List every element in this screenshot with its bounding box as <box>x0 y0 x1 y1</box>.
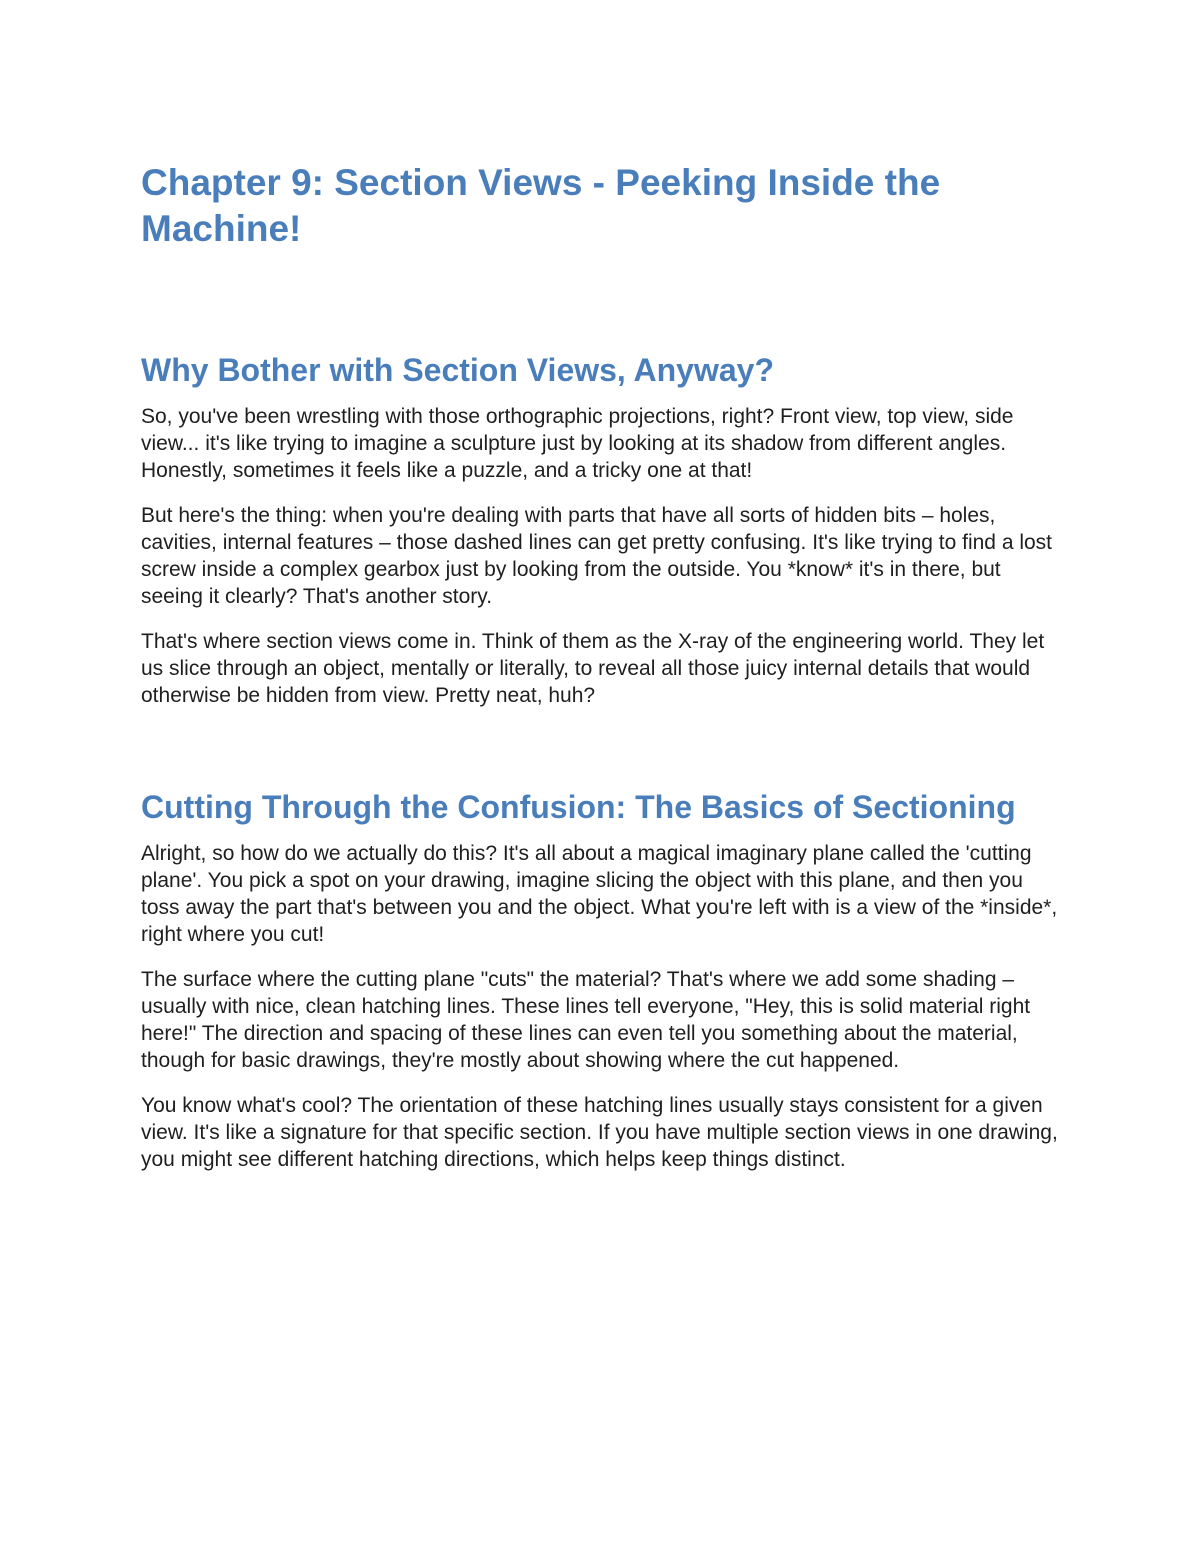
paragraph: But here's the thing: when you're dealing with parts that have all sorts of hidden bits – holes, cavities, internal features – those dashed lines can get pretty confusing. It's like trying to find a lost screw inside a complex gearbox just by looking from the outside. You *know* it's in there, but seeing it clearly? That's another story. <box>141 504 1053 608</box>
section-heading-why-bother: Why Bother with Section Views, Anyway? <box>141 352 774 388</box>
paragraph: So, you've been wrestling with those orthographic projections, right? Front view, top view, side view... it's like trying to imagine a sculpture just by looking at its shadow from different angles. Honestly, sometimes it feels like a puzzle, and a tricky one at that! <box>141 405 1014 482</box>
paragraph: That's where section views come in. Think of them as the X-ray of the engineering world. They let us slice through an object, mentally or literally, to reveal all those juicy internal details that would otherwise be hidden from view. Pretty neat, huh? <box>141 630 1045 707</box>
document-body <box>141 160 1061 1191</box>
chapter-title: Chapter 9: Section Views - Peeking Inside the Machine! <box>141 162 941 249</box>
paragraph: Alright, so how do we actually do this? It's all about a magical imaginary plane called the 'cutting plane'. You pick a spot on your drawing, imagine slicing the object with this plane, and then you toss away the part that's between you and the object. What you're left with is a view of the *inside*, right where you cut! <box>141 842 1058 946</box>
paragraph: You know what's cool? The orientation of these hatching lines usually stays consistent for a given view. It's like a signature for that specific section. If you have multiple section views in one drawing, you might see different hatching directions, which helps keep things distinct. <box>141 1094 1058 1171</box>
section-heading-cutting-through: Cutting Through the Confusion: The Basics of Sectioning <box>141 789 1016 825</box>
paragraph: The surface where the cutting plane "cuts" the material? That's where we add some shading – usually with nice, clean hatching lines. These lines tell everyone, "Hey, this is solid material right here!" The direction and spacing of these lines can even tell you something about the material, though for basic drawings, they're mostly about showing where the cut happened. <box>141 968 1031 1072</box>
